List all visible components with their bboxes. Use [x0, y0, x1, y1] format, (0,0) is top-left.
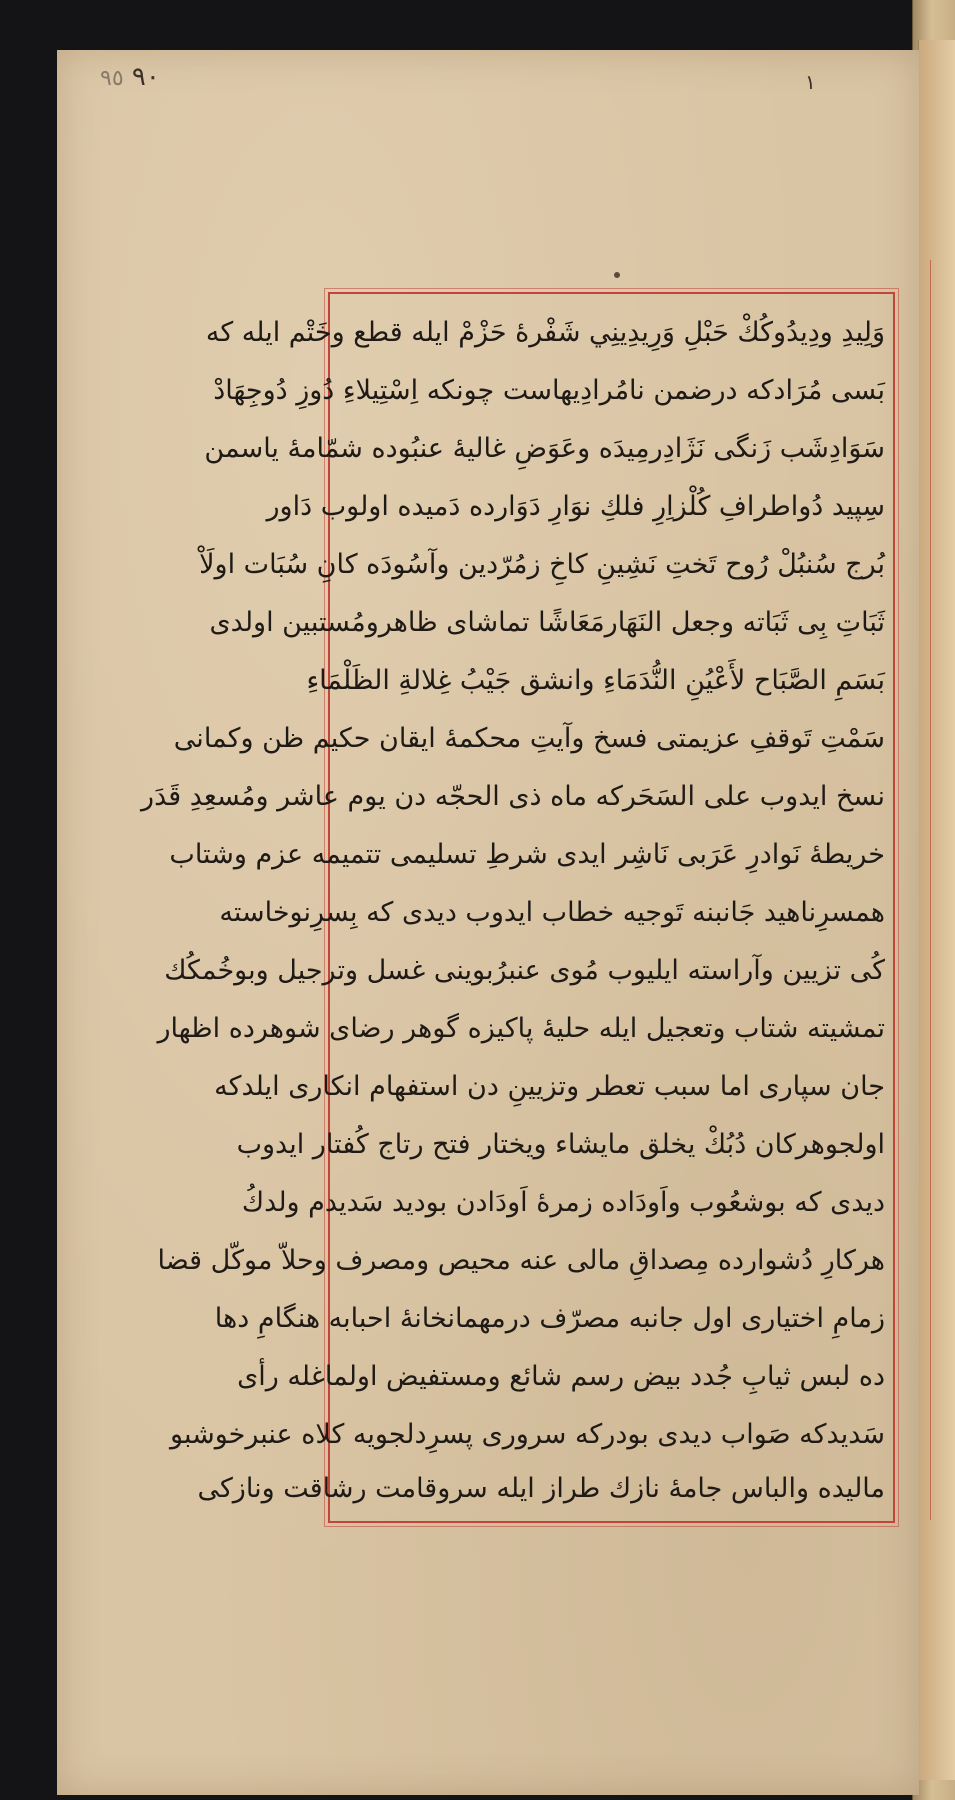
text-line-7: بَسَمِ الصَّبَاح لأَعْيُنِ النُّدَمَاءِ وانشق جَيْبُ غِلالةِ الظَلْمَاءِ [306, 665, 885, 696]
adjacent-page-red-rule [930, 260, 931, 1520]
text-line-13: تمشيته شتاب وتعجيل ايله حليهٔ پاكيزه گوهر رضاى شوهرده اظهار [157, 1013, 885, 1044]
text-line-11: همسرِناهيد جَانبنه تَوجيه خطاب ايدوب ديدى كه بِسرِنوخاسته [219, 897, 885, 928]
text-line-21: ماليده والباس جامهٔ نازك طراز ايله سروقامت رشاقت ونازكى [197, 1473, 885, 1504]
text-line-9: نسخ ايدوب على السَحَركه ماه ذى الحجّه دن يوم عاشر ومُسعِدِ قَدَر [141, 781, 885, 812]
text-line-18: زمامِ اختيارى اول جانبه مصرّف درمهمانخانهٔ احبابه هنگامِ دها [214, 1303, 885, 1334]
text-line-17: هركارِ دُشوارده مِصداقِ مالى عنه محيص ومصرف وحلاّ موكّل قضا [157, 1245, 885, 1276]
text-line-14: جان سپارى اما سبب تعطر وتزيينِ دن استفهام انكارى ايلدكه [214, 1071, 885, 1102]
text-line-20: سَديدكه صَواب ديدى بودركه سرورى پسرِدلجويه كلاه عنبرخوشبو [170, 1419, 885, 1450]
ink-dot [614, 272, 620, 278]
adjacent-page-surface [918, 40, 955, 1780]
text-line-6: ثَبَاتِ بِى ثَبَاته وجعل النَهَارمَعَاشًا تماشاى ظاهرومُستبين اولدى [209, 607, 885, 638]
text-line-2: بَسى مُرَادكه درضمن نامُرادِيهاست چونكه اِسْتِيلاءِ دُوزِ دُوجِهَادْ [213, 375, 885, 406]
text-line-19: ده لبس ثيابِ جُدد بيض رسم شائع ومستفيض اولماغله رأى [237, 1361, 885, 1392]
text-line-3: سَوَادِشَب زَنگى نَژَادِرمِيدَه وعَوَضِ غاليهٔ عنبُوده شمّامهٔ ياسمن [204, 433, 885, 464]
text-frame [141, 292, 895, 1523]
text-line-16: ديدى كه بوشعُوب واَودَاده زمرهٔ اَودَادن بوديد سَديدم ولدكُ [241, 1187, 885, 1218]
top-mark: ١ [805, 70, 816, 94]
text-line-12: كُى تزيين وآراسته ايليوب مُوى عنبرُبوينى غسل وترجيل وبوخُمكُك [164, 955, 885, 986]
folio-number-ink: ٩٠ [131, 62, 160, 92]
folio-number-pencil: ٩٥ [100, 66, 124, 91]
text-line-4: سِپيد دُواطرافِ كُلْزاِرِ فلكِ نوَارِ دَوَارده دَميده اولوب دَاور [266, 491, 885, 522]
text-line-10: خريطهٔ نَوادرِ عَرَبى نَاشِر ايدى شرطِ تسليمى تتميمه عزم وشتاب [169, 839, 885, 870]
folio-number [100, 62, 160, 92]
text-line-5: بُرج سُنبُلْ رُوح تَختِ نَشِينِ كاخِ زمُرّدين وآسُودَه كانِ سُبَات اولَاْ [199, 549, 885, 580]
text-line-1: وَلِيدِ ودِيدُوكُكْ حَبْلِ وَرِيدِينِي شَفْرهٔ حَزْمْ ايله قطع وخَتْم ايله كه [205, 317, 885, 348]
text-line-15: اولجوهركان دُبُكْ يخلق مايشاء ويختار فتح رتاج كُفتار ايدوب [236, 1129, 885, 1160]
text-line-8: سَمْتِ تَوقفِ عزيمتى فسخ وآيتِ محكمهٔ ايقان حكيم ظن وكمانى [173, 723, 885, 754]
